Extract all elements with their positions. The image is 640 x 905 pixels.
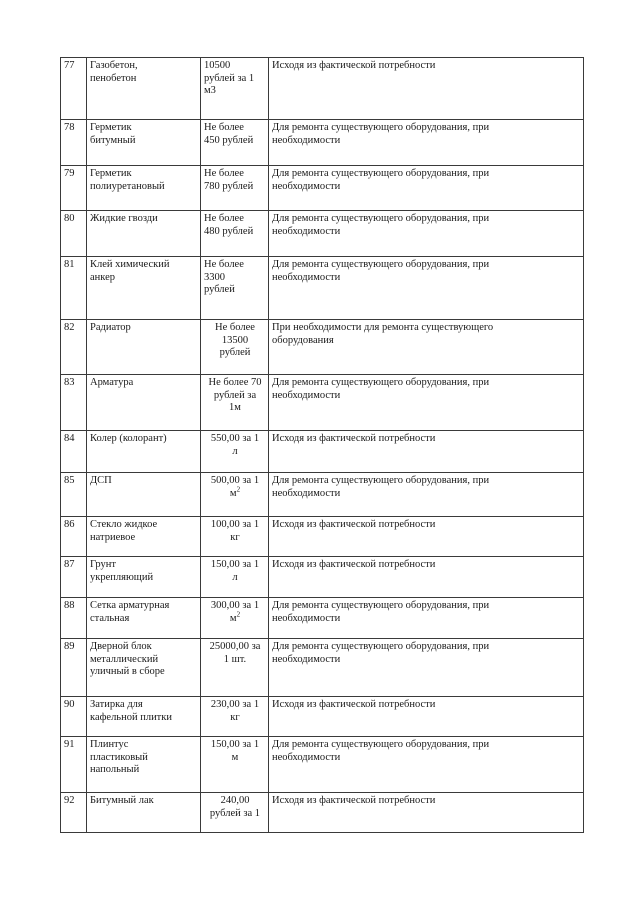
material-name: Сетка арматурная стальная (87, 598, 201, 639)
material-price (201, 473, 269, 517)
row-number: 77 (61, 58, 87, 120)
row-number: 84 (61, 431, 87, 473)
material-price: 100,00 за 1 кг (201, 517, 269, 557)
material-name: Газобетон, пенобетон (87, 58, 201, 120)
material-price: 150,00 за 1 м (201, 737, 269, 793)
price-superscript: 2 (236, 485, 241, 493)
material-name: Герметик битумный (87, 120, 201, 166)
materials-table (60, 57, 584, 833)
materials-table-body (61, 58, 584, 833)
material-name: Арматура (87, 375, 201, 431)
material-name: Дверной блок металлический уличный в сборе (87, 639, 201, 697)
material-price: 230,00 за 1 кг (201, 697, 269, 737)
table-row (61, 166, 584, 211)
material-basis: Для ремонта существующего оборудования, при необходимости (269, 639, 584, 697)
table-row (61, 557, 584, 598)
material-price: 240,00 рублей за 1 (201, 793, 269, 833)
material-name: Плинтус пластиковый напольный (87, 737, 201, 793)
material-price: 150,00 за 1 л (201, 557, 269, 598)
row-number: 87 (61, 557, 87, 598)
material-basis: При необходимости для ремонта существующего оборудования (269, 320, 584, 375)
row-number: 80 (61, 211, 87, 257)
row-number: 90 (61, 697, 87, 737)
material-basis: Для ремонта существующего оборудования, при необходимости (269, 375, 584, 431)
material-basis: Для ремонта существующего оборудования, при необходимости (269, 211, 584, 257)
material-price: Не более 450 рублей (201, 120, 269, 166)
row-number: 82 (61, 320, 87, 375)
material-price: 550,00 за 1 л (201, 431, 269, 473)
material-basis: Исходя из фактической потребности (269, 697, 584, 737)
price-text: 500,00 за 1 м (210, 475, 260, 499)
material-price: Не более 13500 рублей (201, 320, 269, 375)
row-number: 92 (61, 793, 87, 833)
table-row (61, 320, 584, 375)
material-name: Герметик полиуретановый (87, 166, 201, 211)
table-row (61, 737, 584, 793)
material-basis: Исходя из фактической потребности (269, 793, 584, 833)
table-row (61, 517, 584, 557)
material-name: Затирка для кафельной плитки (87, 697, 201, 737)
material-price (201, 598, 269, 639)
material-name: ДСП (87, 473, 201, 517)
material-name: Радиатор (87, 320, 201, 375)
material-price: 10500 рублей за 1 м3 (201, 58, 269, 120)
material-name: Битумный лак (87, 793, 201, 833)
row-number: 91 (61, 737, 87, 793)
material-price: Не более 70 рублей за 1м (201, 375, 269, 431)
material-price: 25000,00 за 1 шт. (201, 639, 269, 697)
material-price: Не более 480 рублей (201, 211, 269, 257)
table-row (61, 473, 584, 517)
table-row (61, 598, 584, 639)
row-number: 86 (61, 517, 87, 557)
material-basis: Исходя из фактической потребности (269, 517, 584, 557)
row-number: 88 (61, 598, 87, 639)
material-basis: Исходя из фактической потребности (269, 431, 584, 473)
material-basis: Для ремонта существующего оборудования, при необходимости (269, 257, 584, 320)
row-number: 89 (61, 639, 87, 697)
material-basis: Для ремонта существующего оборудования, при необходимости (269, 737, 584, 793)
material-name: Грунт укрепляющий (87, 557, 201, 598)
material-basis: Для ремонта существующего оборудования, при необходимости (269, 473, 584, 517)
table-row (61, 375, 584, 431)
material-basis: Для ремонта существующего оборудования, при необходимости (269, 598, 584, 639)
table-row (61, 120, 584, 166)
table-row (61, 639, 584, 697)
material-name: Клей химический анкер (87, 257, 201, 320)
row-number: 85 (61, 473, 87, 517)
material-name: Стекло жидкое натриевое (87, 517, 201, 557)
price-superscript: 2 (236, 610, 241, 618)
material-basis: Исходя из фактической потребности (269, 58, 584, 120)
table-row (61, 793, 584, 833)
material-price: Не более 3300 рублей (201, 257, 269, 320)
material-price: Не более 780 рублей (201, 166, 269, 211)
table-row (61, 257, 584, 320)
row-number: 79 (61, 166, 87, 211)
row-number: 83 (61, 375, 87, 431)
material-name: Колер (колорант) (87, 431, 201, 473)
row-number: 78 (61, 120, 87, 166)
material-basis: Для ремонта существующего оборудования, при необходимости (269, 166, 584, 211)
material-basis: Исходя из фактической потребности (269, 557, 584, 598)
material-basis: Для ремонта существующего оборудования, при необходимости (269, 120, 584, 166)
table-row (61, 211, 584, 257)
row-number: 81 (61, 257, 87, 320)
table-row (61, 58, 584, 120)
table-row (61, 431, 584, 473)
table-row (61, 697, 584, 737)
price-text: 300,00 за 1 м (210, 600, 260, 624)
material-name: Жидкие гвозди (87, 211, 201, 257)
